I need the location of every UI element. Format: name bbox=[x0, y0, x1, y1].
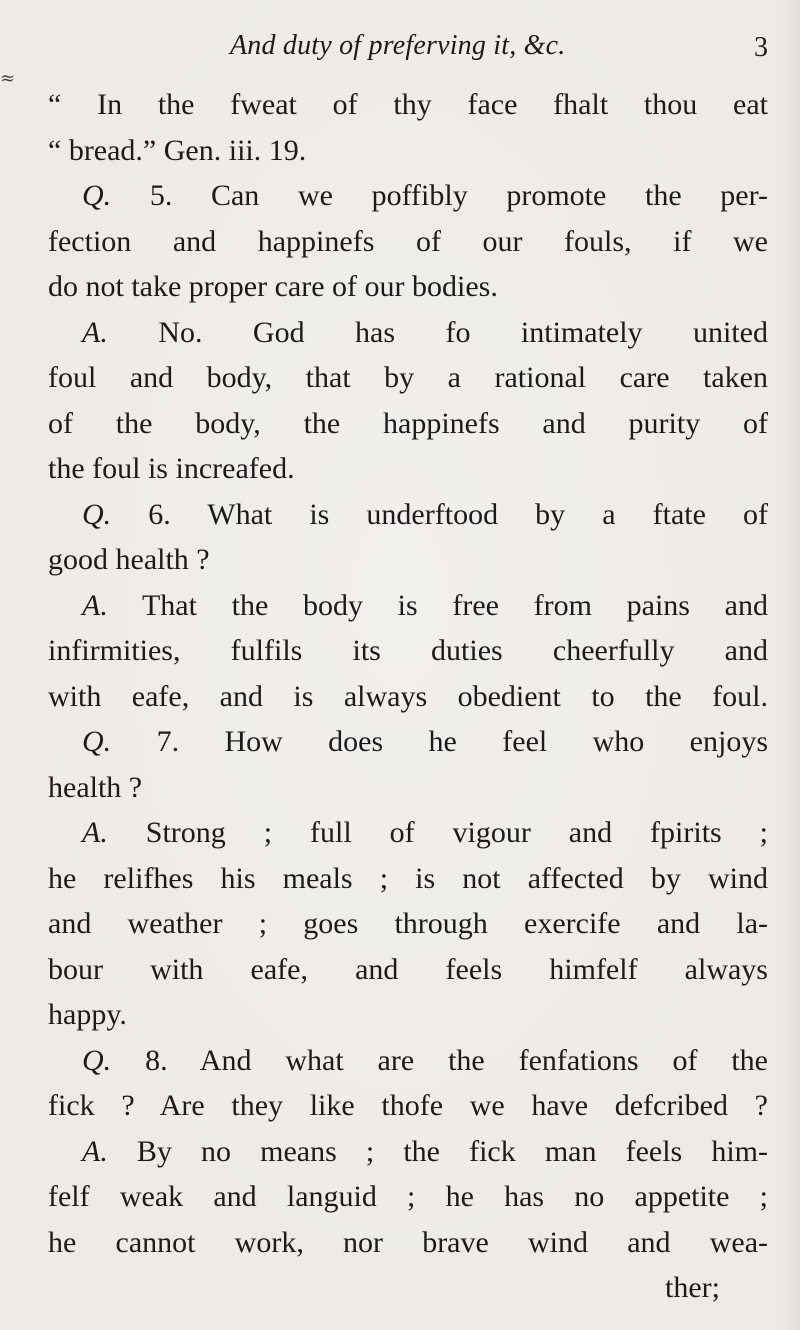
line-text: the foul is increafed. bbox=[48, 452, 295, 485]
line-text: 8. And what are the fenfations of the bbox=[111, 1043, 768, 1077]
body-text bbox=[48, 82, 768, 1311]
line-text: No. God has fo intimately united bbox=[107, 315, 768, 349]
line-text: fick ? Are they like thofe we have defcribed ? bbox=[48, 1089, 768, 1122]
qa-marker: Q. bbox=[82, 725, 112, 758]
text-line bbox=[48, 674, 768, 720]
qa-marker: Q. bbox=[82, 497, 112, 531]
line-text: do not take proper care of our bodies. bbox=[48, 270, 498, 303]
margin-mark: ≈ bbox=[0, 68, 16, 89]
text-line bbox=[48, 401, 768, 447]
line-text: he cannot work, nor brave wind and wea- bbox=[48, 1225, 768, 1259]
line-text: and weather ; goes through exercife and la- bbox=[48, 907, 768, 940]
line-text: 5. Can we poffibly promote the per- bbox=[111, 179, 768, 212]
line-text: fection and happinefs of our fouls, if we bbox=[48, 224, 768, 258]
line-text: That the body is free from pains and bbox=[107, 588, 768, 622]
qa-marker: Q. bbox=[82, 179, 112, 212]
running-title: And duty of preferving it, &c. bbox=[230, 30, 566, 61]
page-edge-shadow bbox=[776, 0, 800, 1330]
line-text: health ? bbox=[48, 770, 143, 804]
text-line bbox=[48, 765, 768, 811]
line-text: foul and body, that by a rational care taken bbox=[48, 361, 768, 394]
line-text: of the body, the happinefs and purity of bbox=[48, 406, 768, 440]
line-text: good health ? bbox=[48, 543, 210, 576]
text-line bbox=[48, 947, 768, 993]
line-text: “ bread.” Gen. iii. 19. bbox=[48, 133, 307, 167]
text-line bbox=[48, 173, 768, 219]
text-line bbox=[48, 992, 768, 1038]
running-head bbox=[0, 30, 800, 70]
line-text: he relifhes his meals ; is not affected by wind bbox=[48, 861, 768, 895]
line-text: “ In the fweat of thy face fhalt thou eat bbox=[48, 88, 768, 121]
text-line bbox=[48, 128, 768, 174]
qa-marker: A. bbox=[82, 588, 108, 622]
text-line bbox=[48, 82, 768, 128]
text-line bbox=[48, 446, 768, 492]
line-text: with eafe, and is always obedient to the foul. bbox=[48, 679, 768, 713]
qa-marker: Q. bbox=[82, 1043, 112, 1077]
text-line bbox=[48, 1129, 768, 1175]
qa-marker: A. bbox=[82, 1134, 108, 1168]
line-text: happy. bbox=[48, 998, 127, 1031]
line-text: infirmities, fulfils its duties cheerfully and bbox=[48, 634, 768, 667]
text-line bbox=[48, 492, 768, 538]
text-line bbox=[48, 719, 768, 765]
text-line bbox=[48, 810, 768, 856]
text-line bbox=[48, 310, 768, 356]
text-line bbox=[48, 1220, 768, 1266]
qa-marker: A. bbox=[82, 816, 108, 849]
text-line bbox=[48, 1083, 768, 1129]
text-line bbox=[48, 264, 768, 310]
text-line bbox=[48, 856, 768, 902]
line-text: ther; bbox=[665, 1271, 720, 1304]
page-number: 3 bbox=[754, 32, 768, 63]
text-line bbox=[48, 1038, 768, 1084]
text-line bbox=[48, 583, 768, 629]
text-line bbox=[48, 219, 768, 265]
text-line bbox=[48, 1174, 768, 1220]
line-text: felf weak and languid ; he has no appetite ; bbox=[48, 1180, 768, 1213]
line-text: 6. What is underftood by a ftate of bbox=[111, 497, 768, 531]
text-line bbox=[48, 628, 768, 674]
qa-marker: A. bbox=[82, 315, 108, 349]
line-text: 7. How does he feel who enjoys bbox=[111, 725, 768, 758]
line-text: By no means ; the fick man feels him- bbox=[107, 1134, 768, 1168]
text-line bbox=[48, 537, 768, 583]
line-text: Strong ; full of vigour and fpirits ; bbox=[107, 816, 768, 849]
text-line bbox=[48, 355, 768, 401]
line-text: bour with eafe, and feels himfelf always bbox=[48, 952, 768, 986]
text-line bbox=[48, 1265, 768, 1311]
text-line bbox=[48, 901, 768, 947]
